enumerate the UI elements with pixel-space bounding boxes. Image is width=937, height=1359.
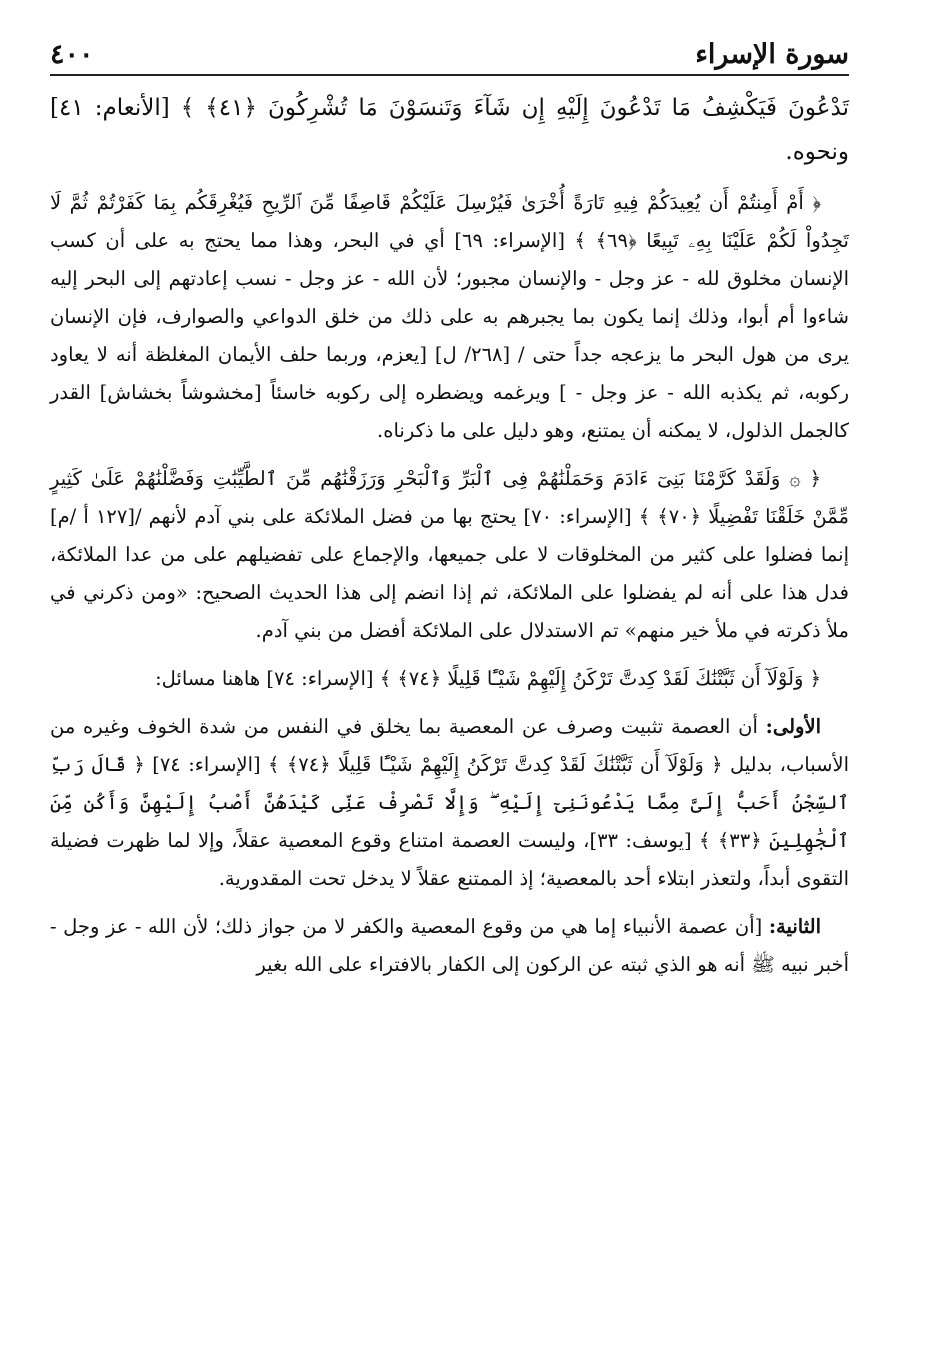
paragraph-verse-continuation: تَدْعُونَ فَيَكْشِفُ مَا تَدْعُونَ إِلَيْهِ إِن شَآءَ وَتَنسَوْنَ مَا تُشْرِكُونَ ﴿٤١﴾ ﴾ [الأنعام: ٤١] ونحوه. [50, 95, 849, 165]
paragraph-verse-70-commentary: ﴿ ۞ وَلَقَدْ كَرَّمْنَا بَنِىٓ ءَادَمَ وَحَمَلْنَٰهُمْ فِى ٱلْبَرِّ وَٱلْبَحْرِ وَرَزَقْنَٰهُم مِّنَ ٱلطَّيِّبَٰتِ وَفَضَّلْنَٰهُمْ عَلَىٰ كَثِيرٍ مِّمَّنْ خَلَقْنَا تَفْضِيلًا ﴿٧٠﴾ ﴾ [الإسراء: ٧٠] يحتج بها من فضل الملائكة على بني آدم لأنهم /[١٢٧ أ /م] إنما فضلوا على كثير من المخلوقات لا على جميعها، والإجماع على تفضيلهم على من عدا الملائكة، فدل هذا على أنه لم يفضلوا على الملائكة، ثم إذا انضم إلى هذا الحديث الصحيح: «ومن ذكرني في ملأ ذكرته في ملأ خير منهم» تم الاستدلال على الملائكة أفضل من بني آدم. [50, 467, 849, 642]
page-number: ٤٠٠ [50, 39, 94, 70]
page-header [50, 24, 849, 76]
point-text: [أن عصمة الأنبياء إما هي من وقوع المعصية والكفر لا من جواز ذلك؛ لأن الله - عز وجل - أخبر نبيه ﷺ أنه هو الذي ثبته عن الركون إلى الكفار بالافتراء على الله بغير [50, 915, 849, 976]
paragraph-point-first [50, 708, 849, 898]
page-body [50, 86, 849, 994]
point-text: أن العصمة تثبيت وصرف عن المعصية بما يخلق في النفس من شدة الخوف وغيره من الأسباب، بدليل ﴿ وَلَوْلَآ أَن ثَبَّتْنَٰكَ لَقَدْ كِدتَّ تَرْكَنُ إِلَيْهِمْ شَيْـًٔا قَلِيلًا ﴿٧٤﴾ ﴾ [الإسراء: ٧٤] ﴿ قَالَ رَبِّ ٱلسِّجْنُ أَحَبُّ إِلَىَّ مِمَّا يَدْعُونَنِىٓ إِلَيْهِ ۖ وَإِلَّا تَصْرِفْ عَنِّى كَيْدَهُنَّ أَصْبُ إِلَيْهِنَّ وَأَكُن مِّنَ ٱلْجَٰهِلِينَ ﴿٣٣﴾ ﴾ [يوسف: ٣٣]، وليست العصمة امتناع وقوع المعصية عقلاً، وإلا لما ظهرت فضيلة التقوى أبداً، ولتعذر ابتلاء أحد بالمعصية؛ إذ الممتنع عقلاً لا يدخل تحت المقدورية. [50, 715, 850, 890]
point-label: الأولى: [765, 715, 821, 738]
paragraph-verse-74: ﴿ وَلَوْلَآ أَن ثَبَّتْنَٰكَ لَقَدْ كِدتَّ تَرْكَنُ إِلَيْهِمْ شَيْـًٔا قَلِيلًا ﴿٧٤﴾ ﴾ [الإسراء: ٧٤] هاهنا مسائل: [155, 667, 821, 690]
point-label: الثانية: [768, 915, 821, 938]
surah-title: سورة الإسراء [695, 39, 849, 70]
paragraph-verse-69-commentary: ﴿ أَمْ أَمِنتُمْ أَن يُعِيدَكُمْ فِيهِ تَارَةً أُخْرَىٰ فَيُرْسِلَ عَلَيْكُمْ قَاصِفًا مِّنَ ٱلرِّيحِ فَيُغْرِقَكُم بِمَا كَفَرْتُمْ ثُمَّ لَا تَجِدُواْ لَكُمْ عَلَيْنَا بِهِۦ تَبِيعًا ﴿٦٩﴾ ﴾ [الإسراء: ٦٩] أي في البحر، وهذا مما يحتج به على أن كسب الإنسان مخلوق لله - عز وجل - والإنسان مجبور؛ لأن الله - عز وجل - نسب إعادتهم إلى البحر إليه شاءوا أم أبوا، وذلك إنما يكون بما يجبرهم به على ذلك من خلق الدواعي والصوارف، فإن الإنسان يرى من هول البحر ما يزعجه جداً حتى / [٢٦٨/ ل] [يعزم، وربما حلف الأيمان المغلظة أنه لا يعاود ركوبه، ثم يكذبه الله - عز وجل - ] ويرغمه ويضطره إلى ركوبه خاسئاً [مخشوشاً بخشاش] القدر كالجمل الذلول، لا يمكنه أن يمتنع، وهو دليل على ما ذكرناه. [50, 191, 849, 442]
paragraph-point-second [50, 908, 849, 984]
